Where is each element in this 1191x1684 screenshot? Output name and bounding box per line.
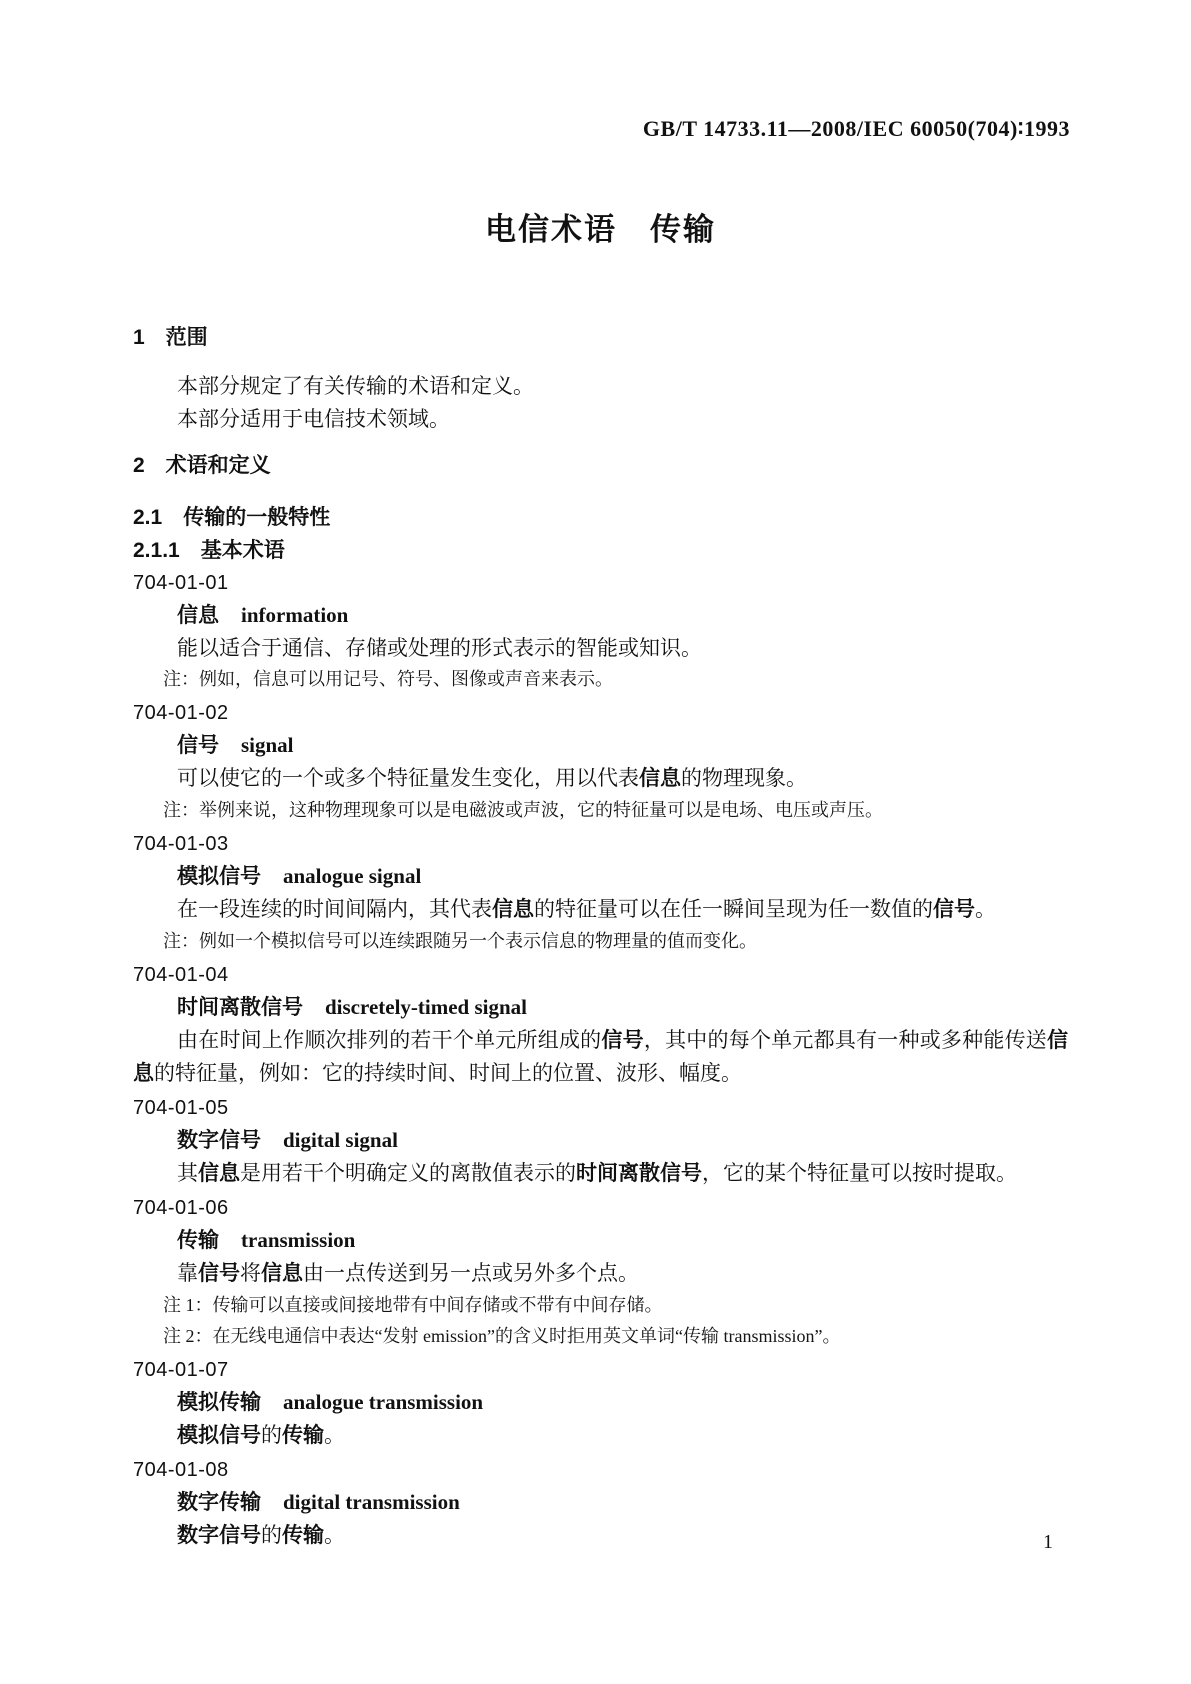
entry-definition-bold-term: 时间离散信号 [576,1162,702,1185]
entry-note: 注 1：传输可以直接或间接地带有中间存储或不带有中间存储。 [163,1295,663,1315]
entry-term-en: digital signal [283,1128,398,1152]
section-heading-scope: 1 范围 [133,326,208,349]
document-body [133,321,1068,1552]
terminology-entry [133,1454,1068,1552]
entry-note: 注：例如，信息可以用记号、符号、图像或声音来表示。 [163,669,613,689]
scope-paragraph-2: 本部分适用于电信技术领域。 [177,407,450,431]
subsection-heading-general-characteristics: 2.1 传输的一般特性 [133,506,331,529]
entry-term-zh: 信息 [177,604,219,627]
entry-term-en: transmission [241,1228,356,1252]
entry-definition-bold-term: 信号 [198,1262,240,1285]
document-title: 电信术语 传输 [485,212,716,247]
entry-term-zh: 传输 [177,1229,219,1252]
entry-definition-bold-term: 数字信号 [177,1524,261,1547]
terminology-entry [133,1092,1068,1190]
entry-definition-bold-term: 信息 [492,898,534,921]
entry-term-zh: 模拟信号 [177,865,261,888]
entry-definition-bold-term: 信号 [601,1029,644,1052]
terminology-entries [133,567,1068,1552]
entry-term-zh: 数字传输 [177,1491,261,1514]
entry-definition: 数字信号的传输。 [177,1523,345,1547]
terminology-entry [133,567,1068,695]
entry-term [133,1386,1068,1419]
entry-term [133,991,1068,1024]
entry-term [133,1486,1068,1519]
entry-term-zh: 数字信号 [177,1129,261,1152]
subsubsection-heading-basic-terms: 2.1.1 基本术语 [133,539,285,562]
entry-id: 704-01-08 [133,1459,229,1481]
terminology-entry [133,959,1068,1090]
entry-id: 704-01-03 [133,833,229,855]
entry-definition-bold-term: 信息 [261,1262,303,1285]
entry-id: 704-01-04 [133,964,229,986]
entry-definition-bold-term: 传输 [282,1524,324,1547]
entry-definition-bold-term: 信息 [133,1029,1069,1085]
entry-term-en: analogue signal [283,864,422,888]
entry-term [133,860,1068,893]
entry-term-en: discretely-timed signal [325,995,528,1019]
entry-note: 注 2：在无线电通信中表达“发射 emission”的含义时拒用英文单词“传输 transmission”。 [163,1326,841,1346]
terminology-entry [133,828,1068,957]
section-heading-terms: 2 术语和定义 [133,454,271,477]
entry-definition: 靠信号将信息由一点传送到另一点或另外多个点。 [177,1261,639,1285]
entry-term-zh: 信号 [177,734,219,757]
terminology-entry [133,1192,1068,1352]
entry-definition-bold-term: 信息 [639,767,681,790]
entry-term [133,729,1068,762]
entry-term [133,599,1068,632]
entry-definition-bold-term: 模拟信号 [177,1424,261,1447]
entry-id: 704-01-06 [133,1197,229,1219]
entry-note: 注：例如一个模拟信号可以连续跟随另一个表示信息的物理量的值而变化。 [163,931,757,951]
entry-term-en: analogue transmission [283,1390,484,1414]
entry-term [133,1224,1068,1257]
entry-definition: 由在时间上作顺次排列的若干个单元所组成的信号，其中的每个单元都具有一种或多种能传送信息的特征量，例如：它的持续时间、时间上的位置、波形、幅度。 [133,1028,1069,1085]
entry-id: 704-01-01 [133,572,229,594]
entry-id: 704-01-02 [133,702,229,724]
entry-term-en: digital transmission [283,1490,460,1514]
entry-term-zh: 模拟传输 [177,1391,261,1414]
entry-id: 704-01-07 [133,1359,229,1381]
entry-term-en: signal [241,733,294,757]
entry-definition: 模拟信号的传输。 [177,1423,345,1447]
terminology-entry [133,1354,1068,1452]
standard-number: GB/T 14733.11—2008/IEC 60050(704)∶1993 [642,116,1070,141]
entry-definition-bold-term: 信息 [198,1162,240,1185]
entry-definition: 能以适合于通信、存储或处理的形式表示的智能或知识。 [177,636,702,660]
scope-paragraph-1: 本部分规定了有关传输的术语和定义。 [177,374,534,398]
entry-definition-bold-term: 信号 [933,898,975,921]
entry-definition: 可以使它的一个或多个特征量发生变化，用以代表信息的物理现象。 [177,766,807,790]
entry-definition: 其信息是用若干个明确定义的离散值表示的时间离散信号，它的某个特征量可以按时提取。 [177,1161,1017,1185]
entry-definition-bold-term: 传输 [282,1424,324,1447]
entry-term [133,1124,1068,1157]
entry-id: 704-01-05 [133,1097,229,1119]
entry-term-zh: 时间离散信号 [177,996,303,1019]
terminology-entry [133,697,1068,826]
entry-note: 注：举例来说，这种物理现象可以是电磁波或声波，它的特征量可以是电场、电压或声压。 [163,800,883,820]
entry-definition: 在一段连续的时间间隔内，其代表信息的特征量可以在任一瞬间呈现为任一数值的信号。 [177,897,996,921]
page-number: 1 [1043,1531,1053,1553]
entry-term-en: information [241,603,349,627]
